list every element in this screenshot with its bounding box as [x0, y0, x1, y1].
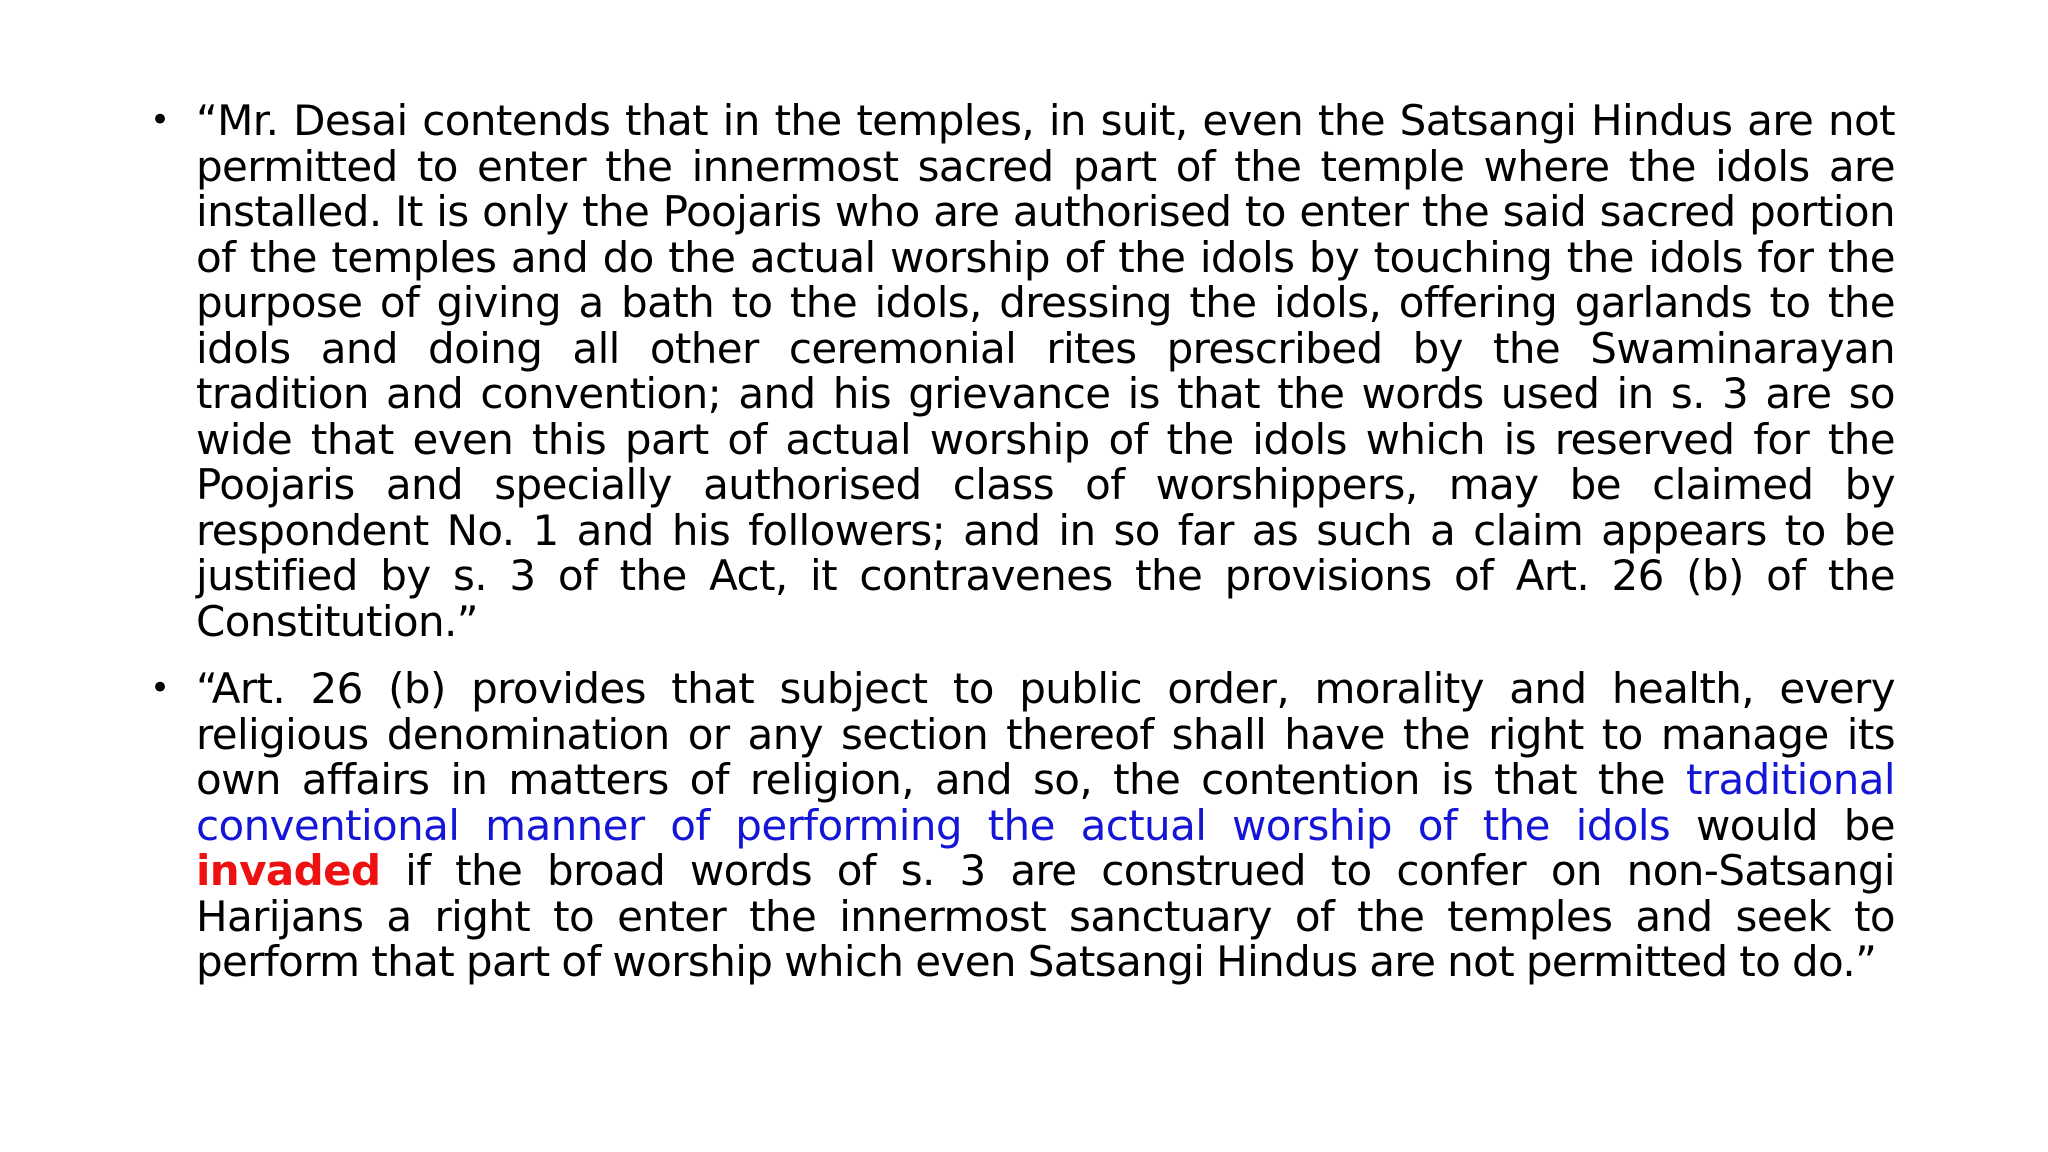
bullet-text-part-1: “Art. 26 (b) provides that subject to public order, morality and health, every religious denomination or any section thereof shall have the right to manage its own affairs in matters of religion, and so, the contention is that the	[196, 664, 1895, 804]
highlighted-phrase-blue: traditional conventional manner of performing the actual worship of the idols	[196, 755, 1895, 850]
bullet-list	[150, 98, 1895, 985]
bullet-text-part-2: would be	[1670, 800, 1896, 850]
bullet-item-art-26b	[150, 666, 1895, 985]
highlighted-word-red: invaded	[196, 846, 381, 895]
bullet-text-part-3: if the broad words of s. 3 are construed to confer on non-Satsangi Harijans a right to enter the innermost sanctuary of the temples and seek to perform that part of worship which even Satsangi Hindus are not permitted to do.”	[196, 846, 1895, 986]
bullet-item-desai-contention	[150, 98, 1895, 644]
bullet-icon: •	[150, 100, 170, 140]
bullet-icon: •	[150, 668, 170, 708]
bullet-text: “Mr. Desai contends that in the temples, in suit, even the Satsangi Hindus are not permitted to enter the innermost sacred part of the temple where the idols are installed. It is only the Poojaris who are authorised to enter the said sacred portion of the temples and do the actual worship of the idols by touching the idols for the purpose of giving a bath to the idols, dressing the idols, offering garlands to the idols and doing all other ceremonial rites prescribed by the Swaminarayan tradition and convention; and his grievance is that the words used in s. 3 are so wide that even this part of actual worship of the idols which is reserved for the Poojaris and specially authorised class of worshippers, may be claimed by respondent No. 1 and his followers; and in so far as such a claim appears to be justified by s. 3 of the Act, it contravenes the provisions of Art. 26 (b) of the Constitution.”	[196, 96, 1895, 646]
